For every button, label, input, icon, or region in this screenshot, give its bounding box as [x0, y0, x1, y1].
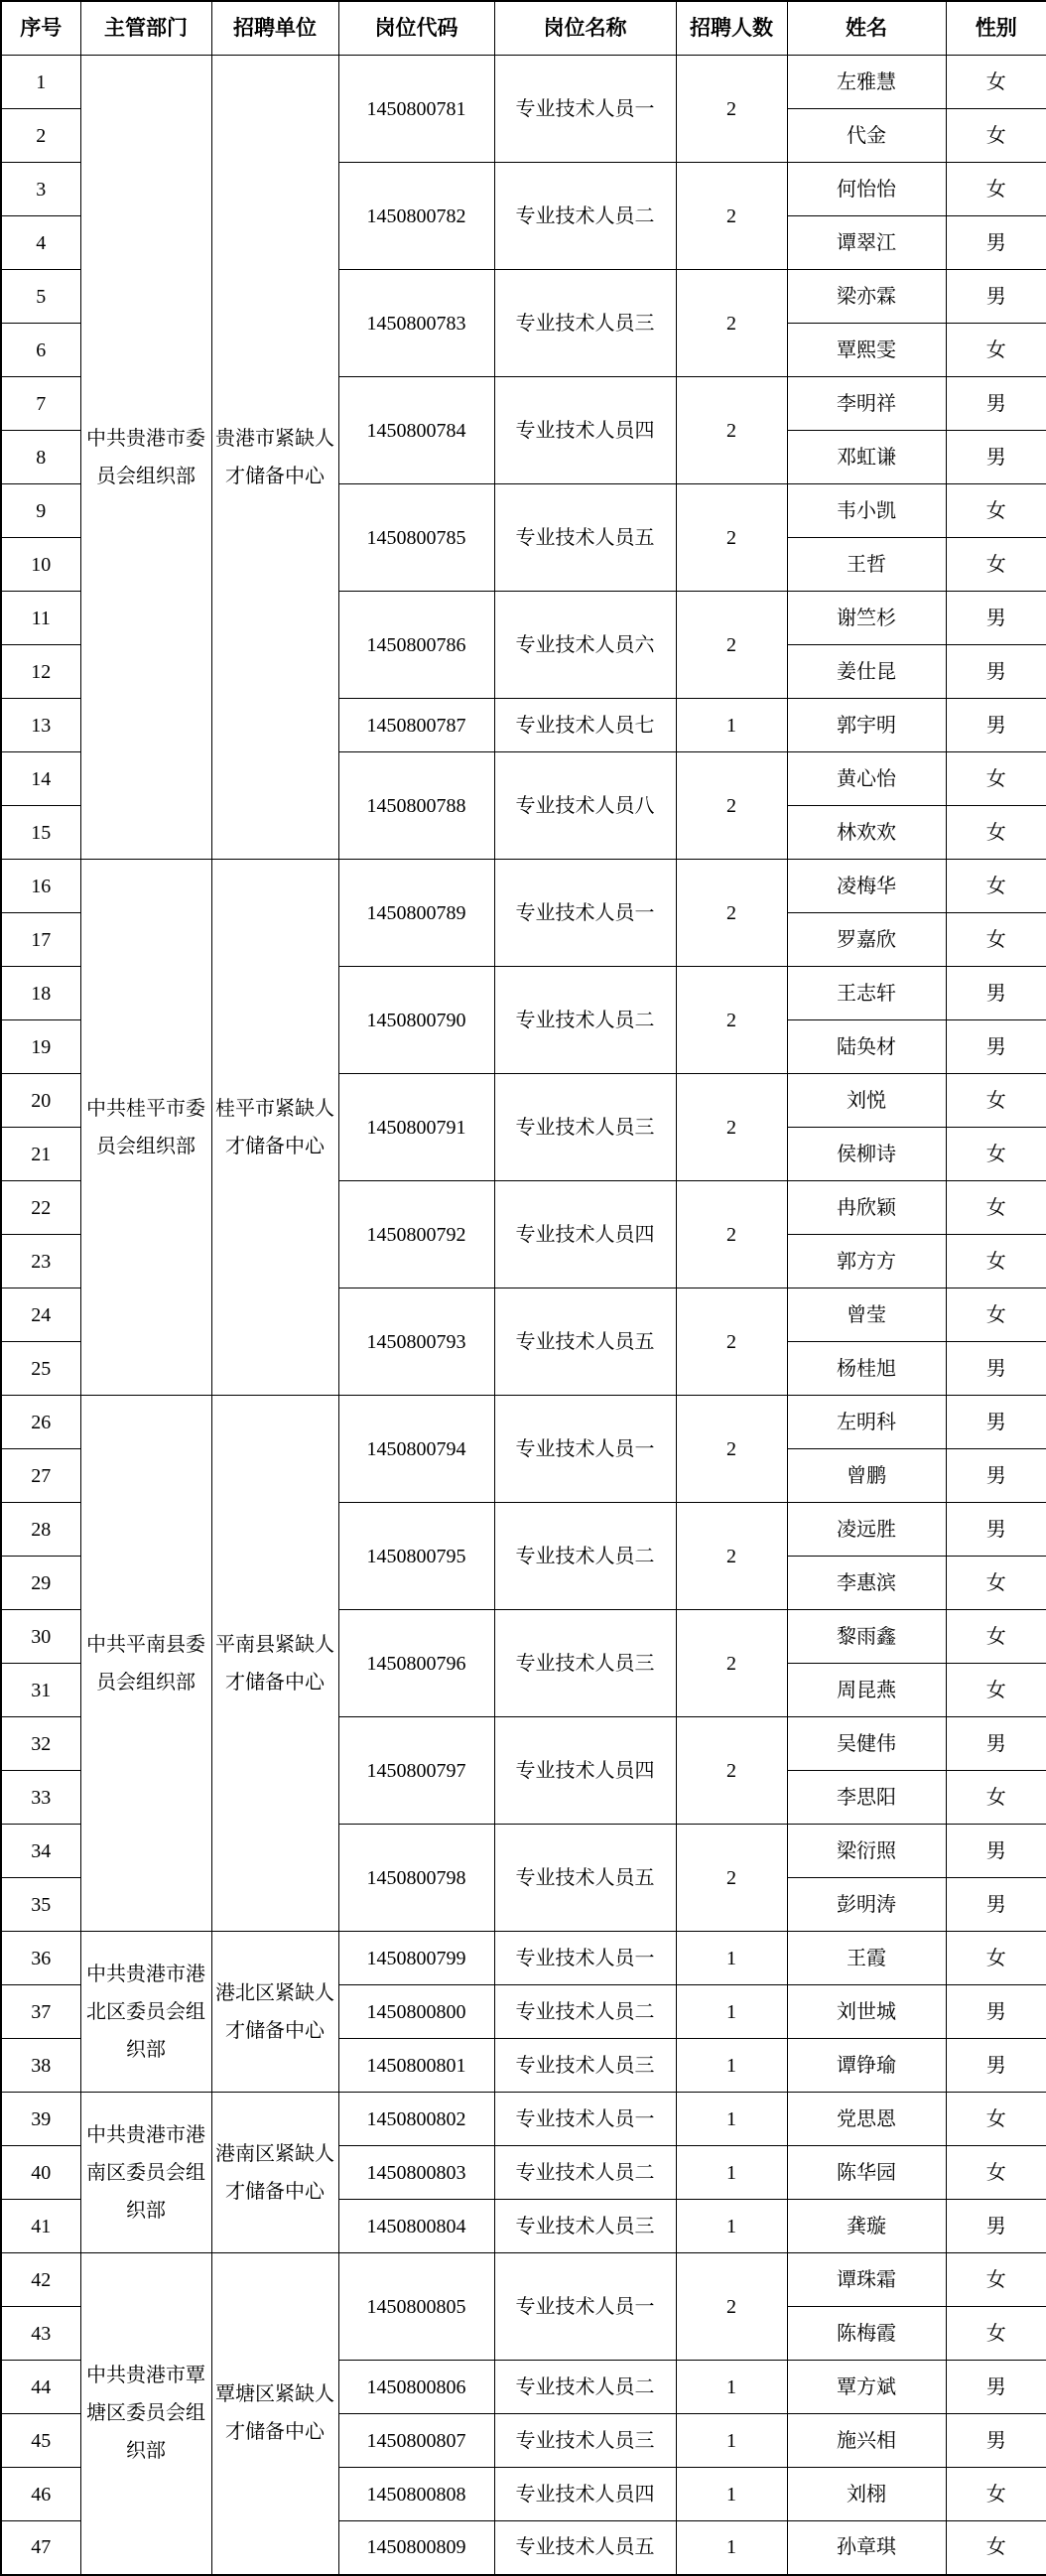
cell-name: 曾鹏: [787, 1449, 946, 1503]
cell-job-title: 专业技术人员二: [494, 2361, 676, 2414]
cell-name: 侯柳诗: [787, 1128, 946, 1181]
cell-name: 刘悦: [787, 1074, 946, 1128]
cell-job-code: 1450800781: [338, 56, 494, 163]
cell-job-title: 专业技术人员四: [494, 1717, 676, 1825]
cell-gender: 女: [946, 1557, 1046, 1610]
cell-serial: 21: [1, 1128, 80, 1181]
cell-serial: 13: [1, 699, 80, 752]
cell-serial: 15: [1, 806, 80, 860]
cell-gender: 女: [946, 109, 1046, 163]
cell-job-title: 专业技术人员二: [494, 163, 676, 270]
cell-headcount: 2: [676, 270, 787, 377]
cell-serial: 11: [1, 592, 80, 645]
header-row: [1, 1, 1046, 56]
cell-job-title: 专业技术人员四: [494, 2468, 676, 2521]
cell-gender: 男: [946, 1985, 1046, 2039]
cell-serial: 3: [1, 163, 80, 216]
col-header-unit: 招聘单位: [211, 1, 338, 56]
cell-headcount: 2: [676, 56, 787, 163]
cell-job-title: 专业技术人员八: [494, 752, 676, 860]
cell-name: 龚璇: [787, 2200, 946, 2253]
cell-gender: 女: [946, 163, 1046, 216]
cell-serial: 18: [1, 967, 80, 1020]
cell-name: 左雅慧: [787, 56, 946, 109]
cell-headcount: 2: [676, 377, 787, 484]
cell-gender: 女: [946, 1235, 1046, 1288]
cell-job-code: 1450800794: [338, 1396, 494, 1503]
cell-headcount: 1: [676, 1985, 787, 2039]
cell-gender: 男: [946, 1878, 1046, 1932]
cell-headcount: 2: [676, 163, 787, 270]
cell-job-title: 专业技术人员五: [494, 484, 676, 592]
cell-name: 谭铮瑜: [787, 2039, 946, 2093]
cell-unit: 港北区紧缺人才储备中心: [211, 1932, 338, 2093]
cell-serial: 29: [1, 1557, 80, 1610]
table-row: [1, 1932, 1046, 1985]
cell-gender: 女: [946, 2253, 1046, 2307]
cell-job-title: 专业技术人员三: [494, 2200, 676, 2253]
cell-gender: 女: [946, 1664, 1046, 1717]
cell-name: 覃熙雯: [787, 324, 946, 377]
cell-serial: 45: [1, 2414, 80, 2468]
cell-serial: 9: [1, 484, 80, 538]
cell-job-code: 1450800785: [338, 484, 494, 592]
cell-serial: 42: [1, 2253, 80, 2307]
cell-headcount: 1: [676, 699, 787, 752]
cell-gender: 男: [946, 1342, 1046, 1396]
col-header-name: 姓名: [787, 1, 946, 56]
cell-name: 冉欣颖: [787, 1181, 946, 1235]
cell-gender: 男: [946, 216, 1046, 270]
cell-gender: 男: [946, 2200, 1046, 2253]
cell-serial: 27: [1, 1449, 80, 1503]
table-row: [1, 2093, 1046, 2146]
cell-gender: 女: [946, 484, 1046, 538]
cell-headcount: 2: [676, 860, 787, 967]
cell-unit: 平南县紧缺人才储备中心: [211, 1396, 338, 1932]
cell-gender: 女: [946, 1932, 1046, 1985]
table-body: [1, 56, 1046, 2575]
cell-name: 吴健伟: [787, 1717, 946, 1771]
cell-job-title: 专业技术人员一: [494, 860, 676, 967]
cell-job-code: 1450800791: [338, 1074, 494, 1181]
cell-job-code: 1450800805: [338, 2253, 494, 2361]
cell-job-title: 专业技术人员一: [494, 56, 676, 163]
cell-job-title: 专业技术人员二: [494, 967, 676, 1074]
cell-name: 何怡怡: [787, 163, 946, 216]
cell-name: 凌梅华: [787, 860, 946, 913]
cell-name: 姜仕昆: [787, 645, 946, 699]
cell-name: 代金: [787, 109, 946, 163]
cell-name: 覃方斌: [787, 2361, 946, 2414]
cell-unit: 桂平市紧缺人才储备中心: [211, 860, 338, 1396]
cell-job-code: 1450800799: [338, 1932, 494, 1985]
cell-gender: 女: [946, 1181, 1046, 1235]
cell-unit: 港南区紧缺人才储备中心: [211, 2093, 338, 2253]
cell-gender: 男: [946, 1717, 1046, 1771]
cell-serial: 34: [1, 1825, 80, 1878]
cell-gender: 女: [946, 1610, 1046, 1664]
cell-serial: 28: [1, 1503, 80, 1557]
col-header-gender: 性别: [946, 1, 1046, 56]
cell-job-title: 专业技术人员三: [494, 1074, 676, 1181]
cell-gender: 男: [946, 2361, 1046, 2414]
cell-name: 刘世城: [787, 1985, 946, 2039]
cell-name: 谭珠霜: [787, 2253, 946, 2307]
cell-job-code: 1450800797: [338, 1717, 494, 1825]
cell-name: 李思阳: [787, 1771, 946, 1825]
cell-job-title: 专业技术人员五: [494, 1288, 676, 1396]
cell-job-code: 1450800793: [338, 1288, 494, 1396]
cell-serial: 38: [1, 2039, 80, 2093]
cell-job-title: 专业技术人员四: [494, 1181, 676, 1288]
cell-unit: 覃塘区紧缺人才储备中心: [211, 2253, 338, 2575]
cell-department: 中共贵港市覃塘区委员会组织部: [80, 2253, 211, 2575]
cell-headcount: 2: [676, 2253, 787, 2361]
cell-job-title: 专业技术人员七: [494, 699, 676, 752]
cell-gender: 女: [946, 1771, 1046, 1825]
cell-job-code: 1450800802: [338, 2093, 494, 2146]
cell-name: 罗嘉欣: [787, 913, 946, 967]
cell-job-code: 1450800807: [338, 2414, 494, 2468]
cell-gender: 女: [946, 806, 1046, 860]
cell-job-code: 1450800788: [338, 752, 494, 860]
cell-department: 中共贵港市港北区委员会组织部: [80, 1932, 211, 2093]
cell-gender: 女: [946, 860, 1046, 913]
cell-name: 凌远胜: [787, 1503, 946, 1557]
cell-serial: 16: [1, 860, 80, 913]
cell-gender: 男: [946, 1449, 1046, 1503]
cell-name: 陈梅霞: [787, 2307, 946, 2361]
cell-headcount: 1: [676, 2468, 787, 2521]
cell-serial: 14: [1, 752, 80, 806]
col-header-headcount: 招聘人数: [676, 1, 787, 56]
cell-headcount: 2: [676, 1610, 787, 1717]
cell-name: 王霞: [787, 1932, 946, 1985]
cell-headcount: 2: [676, 1396, 787, 1503]
cell-serial: 41: [1, 2200, 80, 2253]
cell-serial: 23: [1, 1235, 80, 1288]
table-row: [1, 2253, 1046, 2307]
cell-headcount: 2: [676, 592, 787, 699]
cell-serial: 32: [1, 1717, 80, 1771]
cell-headcount: 2: [676, 967, 787, 1074]
cell-serial: 12: [1, 645, 80, 699]
cell-serial: 30: [1, 1610, 80, 1664]
cell-job-title: 专业技术人员五: [494, 2521, 676, 2575]
cell-gender: 女: [946, 2307, 1046, 2361]
cell-gender: 女: [946, 2468, 1046, 2521]
cell-name: 黄心怡: [787, 752, 946, 806]
cell-serial: 25: [1, 1342, 80, 1396]
cell-department: 中共贵港市港南区委员会组织部: [80, 2093, 211, 2253]
cell-headcount: 1: [676, 2414, 787, 2468]
cell-name: 陆奂材: [787, 1020, 946, 1074]
cell-gender: 男: [946, 1020, 1046, 1074]
cell-headcount: 1: [676, 2039, 787, 2093]
cell-gender: 女: [946, 56, 1046, 109]
cell-headcount: 1: [676, 2146, 787, 2200]
cell-headcount: 2: [676, 1074, 787, 1181]
cell-job-code: 1450800798: [338, 1825, 494, 1932]
cell-gender: 男: [946, 270, 1046, 324]
cell-name: 郭方方: [787, 1235, 946, 1288]
cell-serial: 46: [1, 2468, 80, 2521]
cell-gender: 男: [946, 592, 1046, 645]
cell-job-code: 1450800803: [338, 2146, 494, 2200]
cell-headcount: 1: [676, 2200, 787, 2253]
cell-gender: 男: [946, 699, 1046, 752]
cell-name: 刘栩: [787, 2468, 946, 2521]
cell-name: 杨桂旭: [787, 1342, 946, 1396]
cell-department: 中共平南县委员会组织部: [80, 1396, 211, 1932]
table-row: [1, 56, 1046, 109]
cell-job-code: 1450800792: [338, 1181, 494, 1288]
cell-headcount: 2: [676, 484, 787, 592]
cell-job-code: 1450800804: [338, 2200, 494, 2253]
cell-job-title: 专业技术人员五: [494, 1825, 676, 1932]
cell-serial: 35: [1, 1878, 80, 1932]
cell-job-code: 1450800809: [338, 2521, 494, 2575]
cell-job-title: 专业技术人员三: [494, 1610, 676, 1717]
cell-job-code: 1450800795: [338, 1503, 494, 1610]
cell-serial: 2: [1, 109, 80, 163]
cell-serial: 26: [1, 1396, 80, 1449]
cell-gender: 女: [946, 1128, 1046, 1181]
cell-gender: 女: [946, 1288, 1046, 1342]
cell-name: 王志轩: [787, 967, 946, 1020]
cell-gender: 女: [946, 324, 1046, 377]
cell-name: 王哲: [787, 538, 946, 592]
cell-name: 李惠滨: [787, 1557, 946, 1610]
cell-serial: 22: [1, 1181, 80, 1235]
cell-gender: 男: [946, 1825, 1046, 1878]
cell-gender: 男: [946, 2414, 1046, 2468]
cell-job-code: 1450800790: [338, 967, 494, 1074]
cell-name: 韦小凯: [787, 484, 946, 538]
cell-headcount: 2: [676, 1825, 787, 1932]
cell-gender: 女: [946, 1074, 1046, 1128]
cell-job-title: 专业技术人员三: [494, 2414, 676, 2468]
cell-serial: 40: [1, 2146, 80, 2200]
cell-serial: 17: [1, 913, 80, 967]
col-header-serial: 序号: [1, 1, 80, 56]
col-header-department: 主管部门: [80, 1, 211, 56]
cell-serial: 33: [1, 1771, 80, 1825]
cell-name: 邓虹谦: [787, 431, 946, 484]
cell-job-title: 专业技术人员二: [494, 1985, 676, 2039]
cell-name: 谭翠江: [787, 216, 946, 270]
cell-name: 梁衍照: [787, 1825, 946, 1878]
cell-gender: 男: [946, 377, 1046, 431]
col-header-job-title: 岗位名称: [494, 1, 676, 56]
cell-serial: 36: [1, 1932, 80, 1985]
cell-headcount: 2: [676, 752, 787, 860]
cell-gender: 男: [946, 1396, 1046, 1449]
cell-headcount: 1: [676, 2093, 787, 2146]
col-header-job-code: 岗位代码: [338, 1, 494, 56]
cell-serial: 19: [1, 1020, 80, 1074]
cell-job-title: 专业技术人员三: [494, 2039, 676, 2093]
cell-serial: 43: [1, 2307, 80, 2361]
cell-job-title: 专业技术人员一: [494, 2253, 676, 2361]
cell-name: 周昆燕: [787, 1664, 946, 1717]
cell-serial: 47: [1, 2521, 80, 2575]
cell-job-title: 专业技术人员三: [494, 270, 676, 377]
cell-name: 黎雨鑫: [787, 1610, 946, 1664]
cell-job-title: 专业技术人员一: [494, 2093, 676, 2146]
cell-job-title: 专业技术人员一: [494, 1396, 676, 1503]
cell-serial: 24: [1, 1288, 80, 1342]
cell-serial: 5: [1, 270, 80, 324]
cell-serial: 10: [1, 538, 80, 592]
cell-job-code: 1450800796: [338, 1610, 494, 1717]
cell-name: 党思恩: [787, 2093, 946, 2146]
cell-headcount: 2: [676, 1717, 787, 1825]
cell-gender: 女: [946, 752, 1046, 806]
cell-headcount: 1: [676, 2361, 787, 2414]
cell-job-title: 专业技术人员四: [494, 377, 676, 484]
cell-name: 梁亦霖: [787, 270, 946, 324]
cell-name: 陈华园: [787, 2146, 946, 2200]
cell-gender: 女: [946, 2093, 1046, 2146]
cell-name: 曾莹: [787, 1288, 946, 1342]
cell-headcount: 2: [676, 1181, 787, 1288]
cell-gender: 女: [946, 913, 1046, 967]
cell-job-code: 1450800784: [338, 377, 494, 484]
cell-serial: 20: [1, 1074, 80, 1128]
cell-job-code: 1450800782: [338, 163, 494, 270]
cell-name: 孙章琪: [787, 2521, 946, 2575]
cell-name: 谢竺杉: [787, 592, 946, 645]
cell-name: 李明祥: [787, 377, 946, 431]
cell-gender: 女: [946, 2146, 1046, 2200]
cell-serial: 44: [1, 2361, 80, 2414]
cell-gender: 女: [946, 2521, 1046, 2575]
cell-serial: 1: [1, 56, 80, 109]
cell-job-code: 1450800787: [338, 699, 494, 752]
cell-job-code: 1450800786: [338, 592, 494, 699]
cell-job-code: 1450800808: [338, 2468, 494, 2521]
cell-job-title: 专业技术人员六: [494, 592, 676, 699]
cell-job-code: 1450800801: [338, 2039, 494, 2093]
cell-job-code: 1450800789: [338, 860, 494, 967]
cell-gender: 男: [946, 1503, 1046, 1557]
cell-gender: 男: [946, 2039, 1046, 2093]
cell-gender: 女: [946, 538, 1046, 592]
cell-headcount: 2: [676, 1288, 787, 1396]
cell-serial: 31: [1, 1664, 80, 1717]
cell-name: 左明科: [787, 1396, 946, 1449]
cell-serial: 6: [1, 324, 80, 377]
table-row: [1, 860, 1046, 913]
cell-gender: 男: [946, 431, 1046, 484]
cell-serial: 8: [1, 431, 80, 484]
cell-name: 林欢欢: [787, 806, 946, 860]
cell-headcount: 2: [676, 1503, 787, 1610]
cell-serial: 37: [1, 1985, 80, 2039]
cell-unit: 贵港市紧缺人才储备中心: [211, 56, 338, 860]
cell-gender: 男: [946, 645, 1046, 699]
cell-job-title: 专业技术人员一: [494, 1932, 676, 1985]
cell-department: 中共贵港市委员会组织部: [80, 56, 211, 860]
cell-gender: 男: [946, 967, 1046, 1020]
cell-serial: 4: [1, 216, 80, 270]
cell-serial: 7: [1, 377, 80, 431]
cell-headcount: 1: [676, 2521, 787, 2575]
cell-name: 彭明涛: [787, 1878, 946, 1932]
cell-headcount: 1: [676, 1932, 787, 1985]
cell-serial: 39: [1, 2093, 80, 2146]
cell-job-code: 1450800806: [338, 2361, 494, 2414]
cell-job-code: 1450800800: [338, 1985, 494, 2039]
cell-department: 中共桂平市委员会组织部: [80, 860, 211, 1396]
cell-job-title: 专业技术人员二: [494, 1503, 676, 1610]
table-row: [1, 1396, 1046, 1449]
cell-name: 郭宇明: [787, 699, 946, 752]
cell-name: 施兴相: [787, 2414, 946, 2468]
cell-job-title: 专业技术人员二: [494, 2146, 676, 2200]
cell-job-code: 1450800783: [338, 270, 494, 377]
